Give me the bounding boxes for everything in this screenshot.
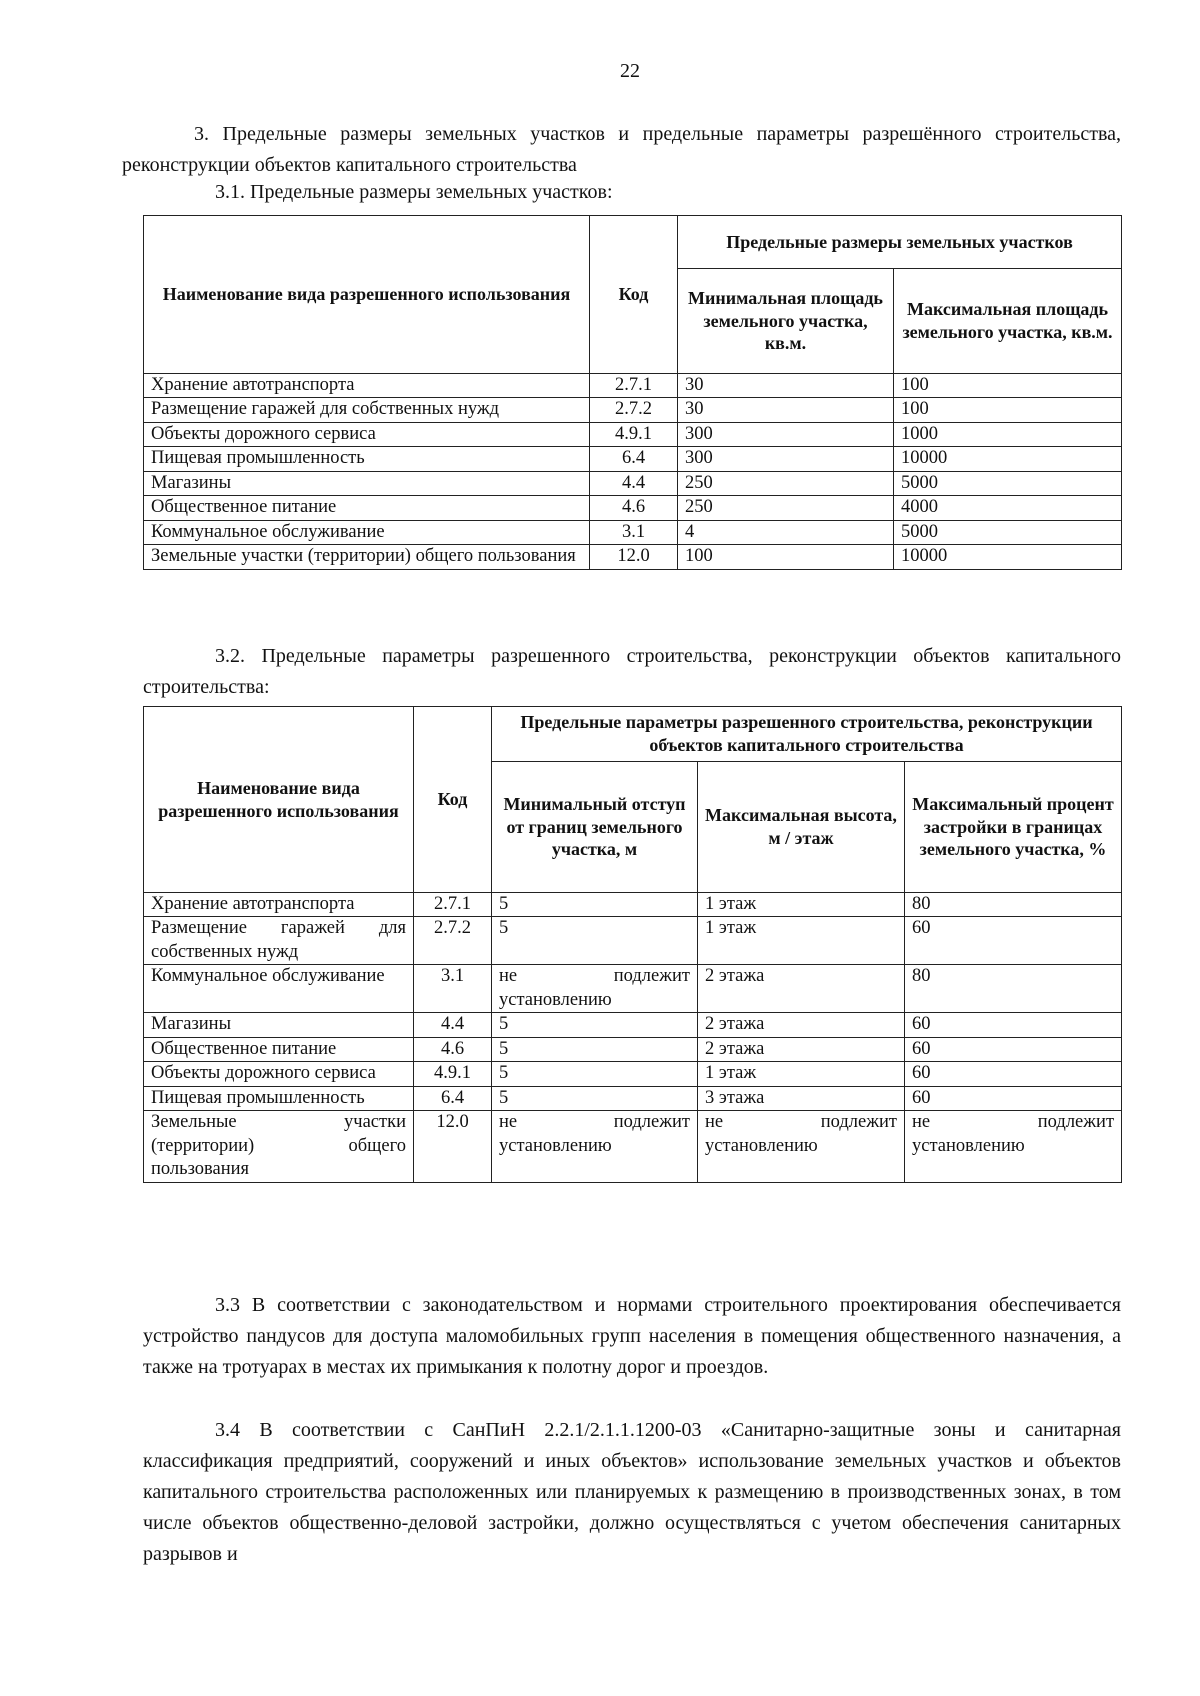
paragraph-3-3: 3.3 В соответствии с законодательством и нормами строительного проектирования обеспечивается устройство пандусов для доступа маломобильных групп населения в помещения общественного назначения, а также на тротуарах в местах их примыкания к полотну дорог и проездов. bbox=[143, 1294, 1121, 1378]
t1-cell-name: Размещение гаражей для собственных нужд bbox=[144, 398, 590, 422]
t2-cell-setback: 5 bbox=[492, 1013, 698, 1037]
t2-cell-height: не подлежит установлению bbox=[698, 1111, 905, 1182]
t2-cell-height: 2 этажа bbox=[698, 965, 905, 1013]
table-row bbox=[144, 496, 1122, 520]
t2-header-group: Предельные параметры разрешенного строительства, реконструкции объектов капитального строительства bbox=[492, 707, 1122, 762]
t1-cell-min: 100 bbox=[678, 545, 894, 569]
table-row bbox=[144, 965, 1122, 1013]
section-3-2-caption: 3.2. Предельные параметры разрешенного строительства, реконструкции объектов капитального строительства: bbox=[143, 645, 1121, 698]
t1-cell-min: 250 bbox=[678, 471, 894, 495]
t1-cell-min: 300 bbox=[678, 447, 894, 471]
table-row bbox=[144, 1037, 1122, 1061]
t2-cell-percent: 60 bbox=[905, 917, 1122, 965]
t1-cell-code: 2.7.2 bbox=[590, 398, 678, 422]
t1-cell-min: 4 bbox=[678, 520, 894, 544]
section-3-title: 3. Предельные размеры земельных участков и предельные параметры разрешённого строительства, реконструкции объектов капитального строительства bbox=[122, 123, 1121, 176]
t2-header-code: Код bbox=[414, 707, 492, 893]
t1-cell-name: Земельные участки (территории) общего пользования bbox=[144, 545, 590, 569]
t1-cell-name: Магазины bbox=[144, 471, 590, 495]
table-row bbox=[144, 398, 1122, 422]
t1-cell-code: 3.1 bbox=[590, 520, 678, 544]
t1-cell-min: 300 bbox=[678, 422, 894, 446]
t2-cell-name: Магазины bbox=[144, 1013, 414, 1037]
t1-cell-min: 30 bbox=[678, 374, 894, 398]
t2-header-percent: Максимальный процент застройки в границах земельного участка, % bbox=[905, 762, 1122, 893]
t2-cell-code: 2.7.1 bbox=[414, 893, 492, 917]
t2-cell-code: 4.6 bbox=[414, 1037, 492, 1061]
t2-cell-code: 4.4 bbox=[414, 1013, 492, 1037]
construction-parameters-table bbox=[143, 706, 1122, 1183]
t2-cell-height: 2 этажа bbox=[698, 1013, 905, 1037]
t1-cell-name: Коммунальное обслуживание bbox=[144, 520, 590, 544]
t2-cell-height: 2 этажа bbox=[698, 1037, 905, 1061]
section-3-1-caption: 3.1. Предельные размеры земельных участков: bbox=[215, 181, 613, 203]
t1-cell-code: 4.6 bbox=[590, 496, 678, 520]
table-row bbox=[144, 917, 1122, 965]
table-row bbox=[144, 520, 1122, 544]
t2-cell-setback: не подлежит установлению bbox=[492, 965, 698, 1013]
t2-cell-code: 6.4 bbox=[414, 1086, 492, 1110]
table-row bbox=[144, 374, 1122, 398]
t1-cell-min: 30 bbox=[678, 398, 894, 422]
t1-cell-max: 100 bbox=[894, 374, 1122, 398]
t1-cell-code: 12.0 bbox=[590, 545, 678, 569]
t1-cell-max: 10000 bbox=[894, 545, 1122, 569]
t2-cell-code: 4.9.1 bbox=[414, 1062, 492, 1086]
t2-cell-height: 1 этаж bbox=[698, 1062, 905, 1086]
t2-cell-percent: 60 bbox=[905, 1086, 1122, 1110]
table-row bbox=[144, 545, 1122, 569]
paragraph-3-4: 3.4 В соответствии с СанПиН 2.2.1/2.1.1.1200-03 «Санитарно-защитные зоны и санитарная классификация предприятий, сооружений и иных объектов» использование земельных участков и объектов капитального строительства расположенных или планируемых к размещению в производственных зонах, в том числе объектов общественно-деловой застройки, должно осуществляться с учетом обеспечения санитарных разрывов и bbox=[143, 1419, 1121, 1565]
t2-cell-name: Размещение гаражей для собственных нужд bbox=[144, 917, 414, 965]
t2-cell-percent: 80 bbox=[905, 965, 1122, 1013]
t1-cell-code: 2.7.1 bbox=[590, 374, 678, 398]
t1-cell-name: Пищевая промышленность bbox=[144, 447, 590, 471]
t1-cell-code: 4.4 bbox=[590, 471, 678, 495]
t2-cell-height: 1 этаж bbox=[698, 917, 905, 965]
t1-header-name: Наименование вида разрешенного использования bbox=[144, 216, 590, 374]
t2-header-setback: Минимальный отступ от границ земельного участка, м bbox=[492, 762, 698, 893]
table-row bbox=[144, 1111, 1122, 1182]
t2-cell-percent: 60 bbox=[905, 1062, 1122, 1086]
land-plot-size-table bbox=[143, 215, 1122, 570]
t2-cell-setback: 5 bbox=[492, 917, 698, 965]
t2-cell-height: 1 этаж bbox=[698, 893, 905, 917]
t2-cell-setback: 5 bbox=[492, 1086, 698, 1110]
t2-cell-setback: 5 bbox=[492, 893, 698, 917]
t2-cell-setback: 5 bbox=[492, 1037, 698, 1061]
t1-cell-max: 1000 bbox=[894, 422, 1122, 446]
t1-cell-max: 4000 bbox=[894, 496, 1122, 520]
t2-cell-percent: 60 bbox=[905, 1013, 1122, 1037]
t2-cell-name: Общественное питание bbox=[144, 1037, 414, 1061]
t2-cell-name: Пищевая промышленность bbox=[144, 1086, 414, 1110]
t1-cell-max: 5000 bbox=[894, 471, 1122, 495]
page-number: 22 bbox=[620, 60, 640, 82]
t2-cell-height: 3 этажа bbox=[698, 1086, 905, 1110]
table-row bbox=[144, 422, 1122, 446]
t1-cell-code: 6.4 bbox=[590, 447, 678, 471]
t1-cell-max: 10000 bbox=[894, 447, 1122, 471]
table-row bbox=[144, 471, 1122, 495]
t1-cell-max: 5000 bbox=[894, 520, 1122, 544]
t2-header-name: Наименование вида разрешенного использования bbox=[144, 707, 414, 893]
t2-cell-code: 2.7.2 bbox=[414, 917, 492, 965]
t2-cell-setback: 5 bbox=[492, 1062, 698, 1086]
t2-cell-percent: не подлежит установлению bbox=[905, 1111, 1122, 1182]
t2-cell-setback: не подлежит установлению bbox=[492, 1111, 698, 1182]
t1-cell-name: Общественное питание bbox=[144, 496, 590, 520]
t2-cell-code: 12.0 bbox=[414, 1111, 492, 1182]
t2-header-height: Максимальная высота, м / этаж bbox=[698, 762, 905, 893]
t1-header-code: Код bbox=[590, 216, 678, 374]
table-row bbox=[144, 447, 1122, 471]
t2-cell-percent: 60 bbox=[905, 1037, 1122, 1061]
t1-header-max: Максимальная площадь земельного участка, кв.м. bbox=[894, 269, 1122, 374]
t1-cell-code: 4.9.1 bbox=[590, 422, 678, 446]
t1-cell-name: Хранение автотранспорта bbox=[144, 374, 590, 398]
table-row bbox=[144, 1013, 1122, 1037]
table-row bbox=[144, 893, 1122, 917]
t2-cell-code: 3.1 bbox=[414, 965, 492, 1013]
t2-cell-name: Хранение автотранспорта bbox=[144, 893, 414, 917]
t2-cell-name: Коммунальное обслуживание bbox=[144, 965, 414, 1013]
t2-cell-percent: 80 bbox=[905, 893, 1122, 917]
t1-header-group: Предельные размеры земельных участков bbox=[678, 216, 1122, 269]
table-row bbox=[144, 1086, 1122, 1110]
t1-cell-name: Объекты дорожного сервиса bbox=[144, 422, 590, 446]
t1-header-min: Минимальная площадь земельного участка, кв.м. bbox=[678, 269, 894, 374]
t2-cell-name: Земельные участки (территории) общего пользования bbox=[144, 1111, 414, 1182]
t2-cell-name: Объекты дорожного сервиса bbox=[144, 1062, 414, 1086]
t1-cell-min: 250 bbox=[678, 496, 894, 520]
table-row bbox=[144, 1062, 1122, 1086]
t1-cell-max: 100 bbox=[894, 398, 1122, 422]
